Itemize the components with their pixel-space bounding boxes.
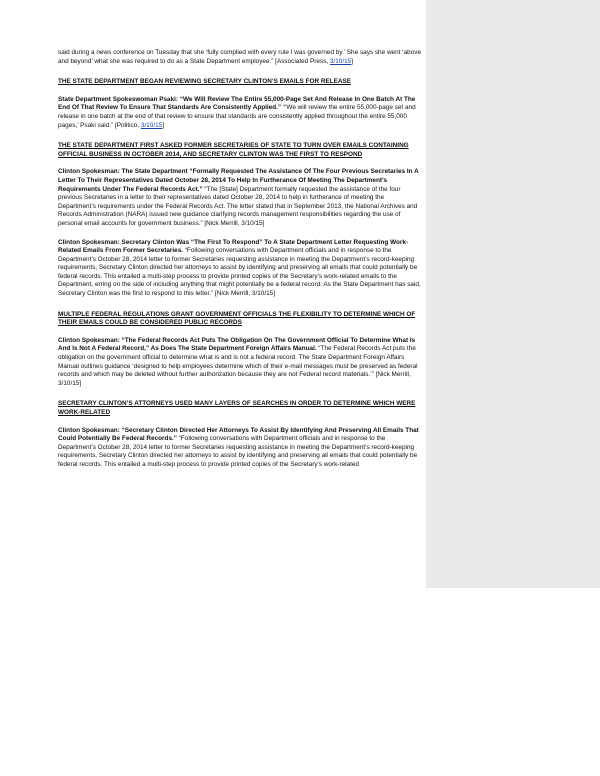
paragraph-tail: ] [162, 121, 164, 129]
paragraph-lead: Clinton Spokesman: “The Federal Records Act Puts The Obligation On The Government Official To Determine What Is And Is Not A Federal Record,” As Does The State Department Foreign Affairs Manual. [58, 336, 416, 353]
paragraph-first-respond [58, 239, 422, 299]
paragraph-federal-records-act [58, 337, 422, 389]
paragraph-psaki [58, 96, 422, 130]
section-heading-federal-regulations: MULTIPLE FEDERAL REGULATIONS GRANT GOVERNMENT OFFICIALS THE FLEXIBILITY TO DETERMINE WHICH OF THEIR EMAILS COULD BE CONSIDERED PUBLIC RECORDS [58, 310, 416, 327]
paragraph-lead: Clinton Spokesman: Secretary Clinton Was “The First To Respond” To A State Department Letter Requesting Work-Related Emails From Former Secretaries. [58, 238, 409, 255]
paragraph-text: “Following conversations with Department officials and in response to the Department’s October 28, 2014 letter to former Secretaries requesting assistance in meeting the Department’s record-keeping requirements, Secretary Clinton directed her attorneys to assist by identifying and preserving all emails that could potentially be federal records. This entailed a multi-step process to provide printed copies of the Secretary’s work-related [58, 435, 418, 468]
paragraph-formal-request [58, 168, 422, 228]
source-link[interactable]: 3/10/15 [140, 121, 163, 129]
paragraph-attorneys [58, 427, 422, 470]
paragraph-text: “Following conversations with Department officials and in response to the Department’s October 28, 2014 letter to former Secretaries requesting assistance in meeting the Department’s record-keeping requirements, Secretary Clinton directed her attorneys to assist by identifying and preserving all emails that could potentially be federal records. This entailed a multi-step process to provide printed copies of the Secretary’s work-related emails to the Department, erring on the side of including anything that might potentially be a federal record. As the State Department has said, Secretary Clinton was the first to respond to this letter.” [Nick Merrill, 3/10/15] [58, 247, 421, 298]
section-heading-first-to-respond: THE STATE DEPARTMENT FIRST ASKED FORMER SECRETARIES OF STATE TO TURN OVER EMAILS CONTAINING OFFICIAL BUSINESS IN OCTOBER 2014, AND SECRETARY CLINTON WAS THE FIRST TO RESPOND [58, 142, 409, 158]
section-heading-searches: SECRETARY CLINTON’S ATTORNEYS USED MANY LAYERS OF SEARCHES IN ORDER TO DETERMINE WHICH WERE WORK-RELATED [58, 400, 416, 416]
paragraph-continued [58, 49, 422, 66]
paragraph-text: “The Federal Records Act puts the obligation on the government official to determine what is and is not a federal record. The State Department Foreign Affairs Manual outlines guidance ‘designed to help employees determine which of their e-mail messages must be preserved as federal records and which may be deleted without further authorization because they are not Federal record materials.’” [Nick Merrill, 3/10/15] [58, 345, 418, 387]
paragraph-tail: ] [351, 57, 353, 65]
paragraph-text: “The [State] Department formally requested the assistance of the four previous Secretaries in a letter to their representatives dated October 28, 2014 to help in furtherance of meeting the Department’s requirements under the Federal Records Act. The letter stated that in September 2013, the National Archives and Records Administration (NARA) issued new guidance clarifying records management responsibilities regarding the use of personal email accounts for government business.” [Nick Merrill, 3/10/15] [58, 185, 418, 227]
comment-margin-pane [426, 0, 600, 588]
paragraph-text: “‘We will review the entire 55,000-page set and release in one batch at the end of that review to ensure that standards are consistently applied throughout the entire 55,000 pages,’ Psaki said.” [Politico, [58, 104, 416, 129]
section-heading-review: THE STATE DEPARTMENT BEGAN REVIEWING SECRETARY CLINTON’S EMAILS FOR RELEASE [58, 78, 352, 86]
source-link[interactable]: 3/10/15 [329, 57, 352, 65]
paragraph-lead: Clinton Spokesman: The State Department “Formally Requested The Assistance Of The Four Previous Secretaries In A Letter To Their Representatives Dated October 28, 2014 To Help In Furtherance Of Meeting The Department’s Requirements Under The Federal Records Act.” [58, 168, 419, 193]
paragraph-lead: State Department Spokeswoman Psaki: “We Will Review The Entire 55,000-Page Set And Release In One Batch At The End Of That Review To Ensure That Standards Are Consistently Applied.” [58, 95, 416, 112]
paragraph-lead: Clinton Spokesman: “Secretary Clinton Directed Her Attorneys To Assist By Identifying And Preserving All Emails That Could Potentially Be Federal Records.” [58, 426, 419, 443]
document-body [58, 49, 422, 480]
paragraph-text: said during a news conference on Tuesday that she ‘fully complied with every rule I was governed by.’ She says she went ‘above and beyond’ what she was required to do as a State Department employee.” [Associated Press, [58, 49, 422, 65]
